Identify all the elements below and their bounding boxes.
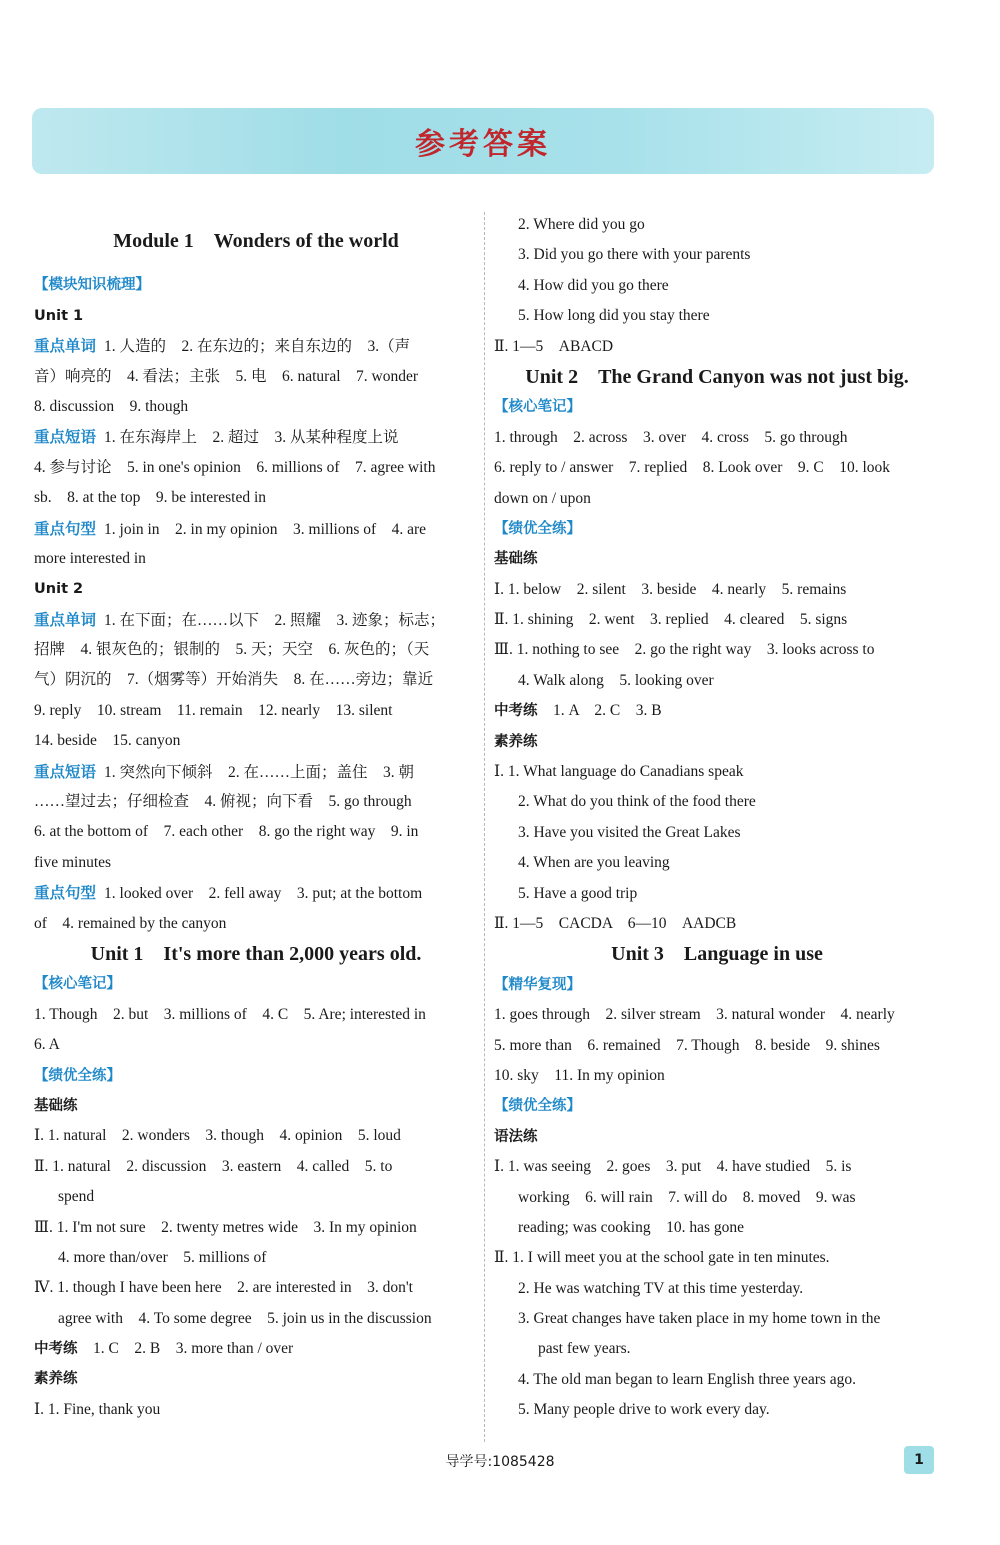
answer-line: reading; was cooking 10. has gone	[518, 1218, 744, 1236]
answer-line: Ⅱ. 1—5 ABACD	[494, 337, 614, 355]
answer-line: 6. reply to / answer 7. replied 8. Look over 9. C 10. look	[494, 459, 891, 477]
answer-line: 6. A	[34, 1036, 60, 1054]
answer-line: Ⅲ. 1. I'm not sure 2. twenty metres wide 3. In my opinion	[34, 1218, 417, 1236]
answer-line: five minutes	[34, 853, 112, 871]
answer-line: 5. How long did you stay there	[518, 307, 710, 325]
answer-line: 4. more than/over 5. millions of	[58, 1248, 267, 1266]
answer-line: 中考练 1. A 2. C 3. B	[494, 702, 662, 720]
answer-line: 1. goes through 2. silver stream 3. natural wonder 4. nearly	[494, 1006, 895, 1024]
keyword-label: 重点短语	[34, 428, 97, 447]
answer-line: down on / upon	[494, 489, 591, 507]
keyword-label: 重点句型	[34, 519, 97, 538]
answer-line: 气）阴沉的 7.（烟雾等）开始消失 8. 在……旁边；靠近	[34, 671, 434, 689]
answer-line: Ⅱ. 1. I will meet you at the school gate in ten minutes.	[494, 1249, 830, 1267]
answer-line: 4. 参与讨论 5. in one's opinion 6. millions of 7. agree with	[34, 458, 436, 476]
answer-line: working 6. will rain 7. will do 8. moved 9. was	[518, 1188, 856, 1206]
answer-line: 5. Have a good trip	[518, 884, 638, 902]
answer-line: spend	[58, 1188, 95, 1206]
answer-line: Ⅱ. 1. shining 2. went 3. replied 4. cleared 5. signs	[494, 611, 848, 629]
answer-line: 3. Did you go there with your parents	[518, 246, 751, 264]
answer-line: past few years.	[538, 1340, 631, 1358]
subsection-label: 中考练	[34, 1341, 78, 1358]
answer-line: Ⅰ. 1. What language do Canadians speak	[494, 763, 744, 781]
answer-line: 3. Great changes have taken place in my home town in the	[518, 1310, 881, 1328]
answer-line: 重点单词 1. 人造的 2. 在东边的；来自东边的 3.（声	[34, 337, 411, 356]
subsection-label: 中考练	[494, 703, 538, 720]
answer-line: ……望过去；仔细检查 4. 俯视；向下看 5. go through	[34, 793, 412, 811]
answer-line: Ⅱ. 1. natural 2. discussion 3. eastern 4. called 5. to	[34, 1157, 393, 1175]
answer-line: 重点短语 1. 突然向下倾斜 2. 在……上面；盖住 3. 朝	[34, 762, 415, 781]
answer-line: sb. 8. at the top 9. be interested in	[34, 489, 267, 507]
section-header: 【绩优全练】	[34, 1067, 121, 1084]
answer-line: 2. What do you think of the food there	[518, 793, 756, 811]
answer-line: 5. more than 6. remained 7. Though 8. beside 9. shines	[494, 1036, 880, 1054]
unit-label: Unit 1	[34, 307, 84, 324]
answer-line: 重点单词 1. 在下面；在……以下 2. 照耀 3. 迹象；标志；	[34, 610, 446, 629]
section-header: 【绩优全练】	[494, 520, 581, 537]
answer-line: 2. Where did you go	[518, 216, 645, 233]
answer-line: 5. Many people drive to work every day.	[518, 1401, 770, 1419]
answer-line: 3. Have you visited the Great Lakes	[518, 823, 741, 841]
keyword-label: 重点单词	[34, 610, 97, 629]
subsection-label: 素养练	[34, 1371, 78, 1388]
answer-line: 14. beside 15. canyon	[34, 732, 181, 750]
section-header: 【绩优全练】	[494, 1098, 581, 1115]
answer-line: Ⅳ. 1. though I have been here 2. are interested in 3. don't	[34, 1279, 413, 1297]
answer-line: 10. sky 11. In my opinion	[494, 1066, 665, 1084]
answer-line: 9. reply 10. stream 11. remain 12. nearly 13. silent	[34, 701, 393, 719]
answer-line: 重点句型 1. join in 2. in my opinion 3. millions of 4. are	[34, 519, 427, 538]
answer-line: agree with 4. To some degree 5. join us in the discussion	[58, 1309, 432, 1327]
answer-line: 重点句型 1. looked over 2. fell away 3. put; at the bottom	[34, 884, 423, 903]
keyword-label: 重点句型	[34, 884, 97, 903]
keyword-label: 重点单词	[34, 337, 97, 356]
answer-line: 中考练 1. C 2. B 3. more than / over	[34, 1340, 294, 1358]
guide-number: 导学号:1085428	[445, 1454, 555, 1470]
answer-line: more interested in	[34, 549, 146, 567]
answer-line: Ⅰ. 1. natural 2. wonders 3. though 4. opinion 5. loud	[34, 1127, 401, 1145]
answer-line: 音）响亮的 4. 看法；主张 5. 电 6. natural 7. wonder	[34, 367, 419, 385]
answer-line: Ⅲ. 1. nothing to see 2. go the right way 3. looks across to	[494, 641, 875, 659]
section-header: 【精华复现】	[494, 976, 581, 993]
answer-line: of 4. remained by the canyon	[34, 914, 227, 932]
page-number: 1	[904, 1446, 934, 1474]
answer-line: Ⅰ. 1. was seeing 2. goes 3. put 4. have studied 5. is	[494, 1158, 852, 1176]
unit-title: Unit 2 The Grand Canyon was not just big.	[525, 365, 909, 388]
unit-title: Unit 3 Language in use	[611, 943, 823, 966]
subsection-label: 基础练	[494, 551, 538, 568]
title-banner	[32, 108, 934, 174]
answer-line: 2. He was watching TV at this time yesterday.	[518, 1279, 804, 1297]
section-header: 【核心笔记】	[494, 399, 581, 416]
answer-line: 8. discussion 9. though	[34, 397, 189, 415]
answer-line: 4. The old man began to learn English three years ago.	[518, 1370, 857, 1388]
answer-line: 6. at the bottom of 7. each other 8. go the right way 9. in	[34, 823, 419, 841]
answer-line: 4. When are you leaving	[518, 854, 670, 872]
answer-line: 4. Walk along 5. looking over	[518, 671, 714, 689]
answer-line: 1. through 2. across 3. over 4. cross 5. go through	[494, 428, 848, 446]
answer-line: 4. How did you go there	[518, 276, 669, 294]
subsection-label: 语法练	[494, 1128, 538, 1145]
keyword-label: 重点短语	[34, 762, 97, 781]
answer-line: 招牌 4. 银灰色的；银制的 5. 天；天空 6. 灰色的；（天	[34, 641, 430, 659]
module-title: Module 1 Wonders of the world	[113, 230, 399, 252]
answer-line: Ⅱ. 1—5 CACDA 6—10 AADCB	[494, 914, 737, 932]
subsection-label: 素养练	[494, 733, 538, 750]
section-header: 【核心笔记】	[34, 976, 121, 993]
right-column	[494, 210, 940, 1426]
left-column	[34, 210, 478, 1425]
answer-line: 重点短语 1. 在东海岸上 2. 超过 3. 从某种程度上说	[34, 428, 399, 447]
answer-line: Ⅰ. 1. Fine, thank you	[34, 1400, 161, 1418]
answer-line: 1. Though 2. but 3. millions of 4. C 5. Are; interested in	[34, 1005, 426, 1023]
subsection-label: 基础练	[34, 1097, 78, 1114]
section-header: 【模块知识梳理】	[34, 277, 150, 294]
unit-label: Unit 2	[34, 581, 84, 598]
column-divider	[484, 212, 485, 1442]
answer-line: Ⅰ. 1. below 2. silent 3. beside 4. nearly 5. remains	[494, 580, 847, 598]
page-title: 参考答案	[415, 127, 551, 162]
unit-title: Unit 1 It's more than 2,000 years old.	[90, 942, 422, 965]
